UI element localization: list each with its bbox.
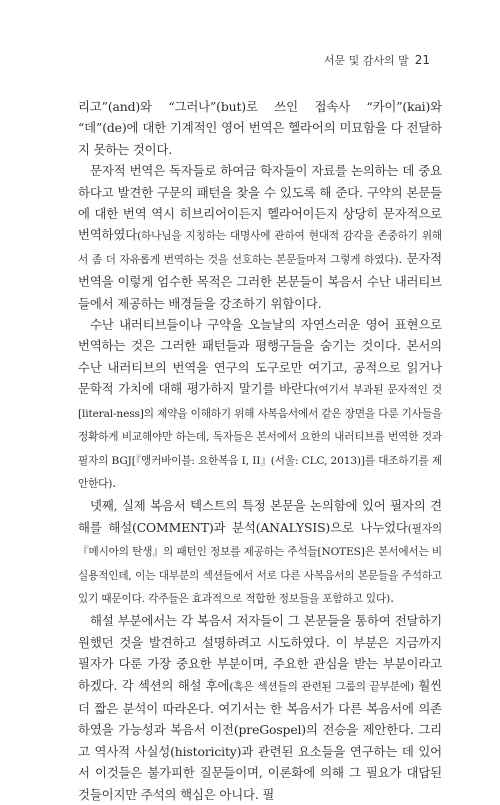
running-title: 서문 및 감사의 말 (323, 54, 409, 67)
paragraph-text: . (390, 589, 394, 605)
paragraph (78, 314, 442, 495)
paragraph (78, 495, 442, 610)
paragraph-text: 문자적 번역은 독자들로 하여금 학자들이 자료를 논의하는 데 중요하다고 발견한 구문의 패턴을 찾을 수 있도록 해 준다. 구약의 본문들에 대한 번역 역시 히브리어이든지 헬라어이든지 상당히 문자적으로 번역하였다 (78, 163, 442, 243)
parenthetical-note: (필자의 『메시아의 탄생』의 패턴인 정보를 제공하는 주석들[NOTES]은 본서에서는 비실용적인데, 이는 대부분의 섹션들에서 서로 다른 사복음서의 본문들을 주석하고 있기 때문이다. 각주들은 효과적으로 적합한 정보들을 포함하고 있다) (78, 522, 442, 605)
parenthetical-note: (여기서 부과된 문자적인 것[literal-ness]의 제약을 이해하기 위해 사복음서에서 같은 장면을 다룬 기사들을 정확하게 비교해야만 하는데, 독자들은 본서에서 요한의 내러티브를 번역한 것과 필자의 BGJ[『앵커바이블: 요한복음 I, II』(서울: CLC, 2013)]를 대조하기를 제안한다) (78, 384, 442, 490)
paragraph-text: . 문자적 번역을 이렇게 엄수한 목적은 그러한 본문들이 복음서 수난 내러티브들에서 제공하는 배경들을 강조하기 위함이다. (78, 250, 442, 311)
paragraph (78, 96, 442, 160)
page-number: 21 (414, 53, 430, 67)
paragraph-text: . (112, 474, 117, 490)
paragraph-text: 훨씬 더 짧은 분석이 따라온다. 여기서는 한 복음서가 다른 복음서에 의존하였을 가능성과 복음서 이전(preGospel)의 전승을 제안한다. 그리고 역사적 사실성(historicity)과 관련된 요소들을 연구하는 데 있어서 이것들은 불가피한 질문들이며, 이론화에 의해 그 필요가 대답된 것들이지만 주석의 핵심은 아니다. 필 (78, 677, 442, 802)
paragraph-text: 해설 부분에서는 각 복음서 저자들이 그 본문들을 통하여 전달하기 원했던 것을 발견하고 설명하려고 시도하였다. 이 부분은 지금까지 필자가 다룬 가장 중요한 부분이며, 주요한 관심을 받는 부분이라고 하겠다. 각 섹션의 해설 후에 (78, 613, 442, 693)
paragraph-text: 리고”(and)와 “그러나”(but)로 쓰인 접속사 “카이”(kai)와 “데”(de)에 대한 기계적인 영어 번역은 헬라어의 미묘함을 다 전달하지 못하는 것이다. (78, 99, 442, 157)
parenthetical-note: (하나님을 지칭하는 대명사에 관하여 현대적 감각을 존중하기 위해서 좀 더 자유롭게 번역하는 것을 선호하는 본문들마저 그렇게 하였다) (78, 230, 442, 266)
paragraph-text: 넷째, 실제 복음서 텍스트의 특정 본문을 논의함에 있어 필자의 견해를 해설(COMMENT)과 분석(ANALYSIS)으로 나누었다 (78, 498, 442, 535)
paragraph (78, 610, 442, 805)
body-text (78, 96, 442, 805)
running-head (324, 52, 430, 68)
parenthetical-note: (혹은 섹션들의 관련된 그룹의 끝부분에) (229, 680, 414, 693)
paragraph-text: 수난 내러티브들이나 구약을 오늘날의 자연스러운 영어 표현으로 번역하는 것은 그러한 패턴들과 평행구들을 숨기는 것이다. 본서의 수난 내러티브의 번역을 연구의 도구로만 여기고, 공적으로 읽거나 문학적 가치에 대해 평가하지 말기를 바란다 (78, 317, 442, 397)
paragraph (78, 160, 442, 314)
